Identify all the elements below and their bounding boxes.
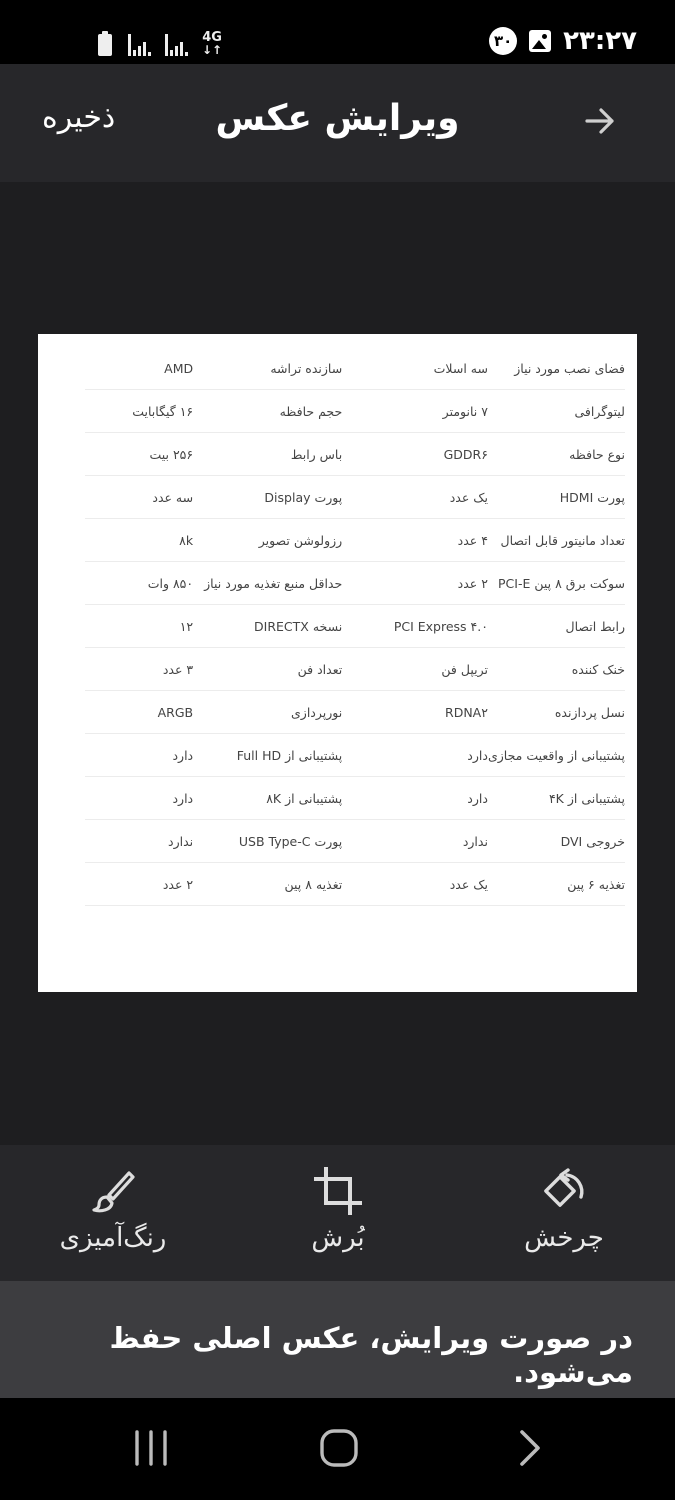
spec-cell: یک عدد — [342, 863, 488, 906]
spec-table-row — [85, 476, 625, 519]
rotate-label: چرخش — [524, 1223, 604, 1253]
spec-cell: سازنده تراشه — [193, 347, 342, 390]
spec-cell: رزولوشن تصویر — [193, 519, 342, 562]
status-bar — [0, 0, 675, 64]
spec-cell: پورت USB Type-C — [193, 820, 342, 863]
spec-cell: پشتیبانی از ۴K — [488, 777, 625, 820]
spec-cell: ۴ عدد — [342, 519, 488, 562]
spec-cell: ۸۵۰ وات — [85, 562, 193, 605]
spec-cell: RDNA۲ — [342, 691, 488, 734]
spec-table-row — [85, 519, 625, 562]
page-title: ویرایش عکس — [215, 98, 460, 139]
spec-cell: نورپردازی — [193, 691, 342, 734]
spec-cell: یک عدد — [342, 476, 488, 519]
spec-table-row — [85, 863, 625, 906]
app-header — [0, 64, 675, 182]
spec-cell: ندارد — [342, 820, 488, 863]
save-button[interactable]: ذخیره — [42, 100, 116, 135]
spec-table-row — [85, 820, 625, 863]
spec-table-row — [85, 562, 625, 605]
spec-cell: پورت HDMI — [488, 476, 625, 519]
color-label: رنگ‌آمیزی — [59, 1223, 167, 1253]
gallery-icon — [529, 30, 551, 52]
spec-cell: ۸k — [85, 519, 193, 562]
spec-table-row — [85, 734, 625, 777]
spec-cell: ۲ عدد — [342, 562, 488, 605]
spec-cell: تریپل فن — [342, 648, 488, 691]
spec-cell: سه اسلات — [342, 347, 488, 390]
battery-icon — [98, 34, 112, 56]
spec-cell: نسخه DIRECTX — [193, 605, 342, 648]
spec-cell: پشتیبانی از Full HD — [193, 734, 342, 777]
spec-table-row — [85, 433, 625, 476]
spec-cell: ندارد — [85, 820, 193, 863]
notification-count-badge: ۳۰ — [489, 27, 517, 55]
spec-cell: پشتیبانی از ۸K — [193, 777, 342, 820]
spec-cell: نسل پردازنده — [488, 691, 625, 734]
spec-cell: تعداد مانیتور قابل اتصال — [488, 519, 625, 562]
spec-cell: تغذیه ۶ پین — [488, 863, 625, 906]
spec-cell: AMD — [85, 347, 193, 390]
color-tool-button[interactable] — [33, 1167, 193, 1253]
spec-cell: دارد — [85, 734, 193, 777]
notice-banner — [0, 1281, 675, 1398]
spec-cell: ARGB — [85, 691, 193, 734]
spec-table — [85, 347, 625, 906]
notice-text: در صورت ویرایش، عکس اصلی حفظ می‌شود. — [109, 1321, 633, 1389]
edited-photo[interactable] — [38, 334, 637, 992]
spec-cell: GDDR۶ — [342, 433, 488, 476]
spec-cell: ۲ عدد — [85, 863, 193, 906]
spec-cell: ۱۲ — [85, 605, 193, 648]
back-nav-icon[interactable] — [514, 1428, 544, 1468]
crop-icon — [314, 1167, 362, 1215]
brush-icon — [89, 1167, 137, 1215]
arrow-right-icon[interactable] — [583, 104, 617, 138]
spec-cell: دارد — [85, 777, 193, 820]
spec-cell: دارد — [342, 734, 488, 777]
navigation-bar — [0, 1398, 675, 1500]
spec-cell: سوکت برق ۸ پین PCI-E — [488, 562, 625, 605]
signal-icon — [128, 34, 151, 56]
spec-cell: فضای نصب مورد نیاز — [488, 347, 625, 390]
status-icons-left — [98, 26, 222, 56]
edit-toolbar — [0, 1145, 675, 1281]
spec-cell: ۳ عدد — [85, 648, 193, 691]
spec-cell: پشتیبانی از واقعیت مجازی — [488, 734, 625, 777]
spec-cell: خروجی DVI — [488, 820, 625, 863]
recent-apps-icon[interactable] — [132, 1428, 170, 1468]
status-icons-right — [489, 26, 637, 56]
spec-cell: تغذیه ۸ پین — [193, 863, 342, 906]
spec-cell: تعداد فن — [193, 648, 342, 691]
spec-cell: دارد — [342, 777, 488, 820]
spec-cell: ۷ نانومتر — [342, 390, 488, 433]
spec-table-row — [85, 777, 625, 820]
spec-table-row — [85, 390, 625, 433]
rotate-icon — [540, 1167, 588, 1215]
spec-cell: PCI Express ۴.۰ — [342, 605, 488, 648]
spec-cell: لیتوگرافی — [488, 390, 625, 433]
crop-label: بُرش — [311, 1223, 365, 1253]
spec-table-row — [85, 691, 625, 734]
spec-cell: باس رابط — [193, 433, 342, 476]
home-icon[interactable] — [319, 1428, 359, 1468]
spec-table-row — [85, 648, 625, 691]
network-4g-icon: 4G ↓↑ — [202, 30, 223, 57]
spec-cell: نوع حافظه — [488, 433, 625, 476]
spec-cell: سه عدد — [85, 476, 193, 519]
spec-cell: حجم حافظه — [193, 390, 342, 433]
crop-tool-button[interactable] — [258, 1167, 418, 1253]
edit-canvas — [0, 182, 675, 1145]
rotate-tool-button[interactable] — [484, 1167, 644, 1253]
spec-table-row — [85, 347, 625, 390]
status-clock: ۲۳:۲۷ — [563, 26, 637, 56]
spec-cell: حداقل منبع تغذیه مورد نیاز — [193, 562, 342, 605]
spec-cell: خنک کننده — [488, 648, 625, 691]
spec-cell: ۱۶ گیگابایت — [85, 390, 193, 433]
signal-icon — [165, 34, 188, 56]
spec-cell: ۲۵۶ بیت — [85, 433, 193, 476]
spec-table-row — [85, 605, 625, 648]
spec-cell: پورت Display — [193, 476, 342, 519]
spec-cell: رابط اتصال — [488, 605, 625, 648]
